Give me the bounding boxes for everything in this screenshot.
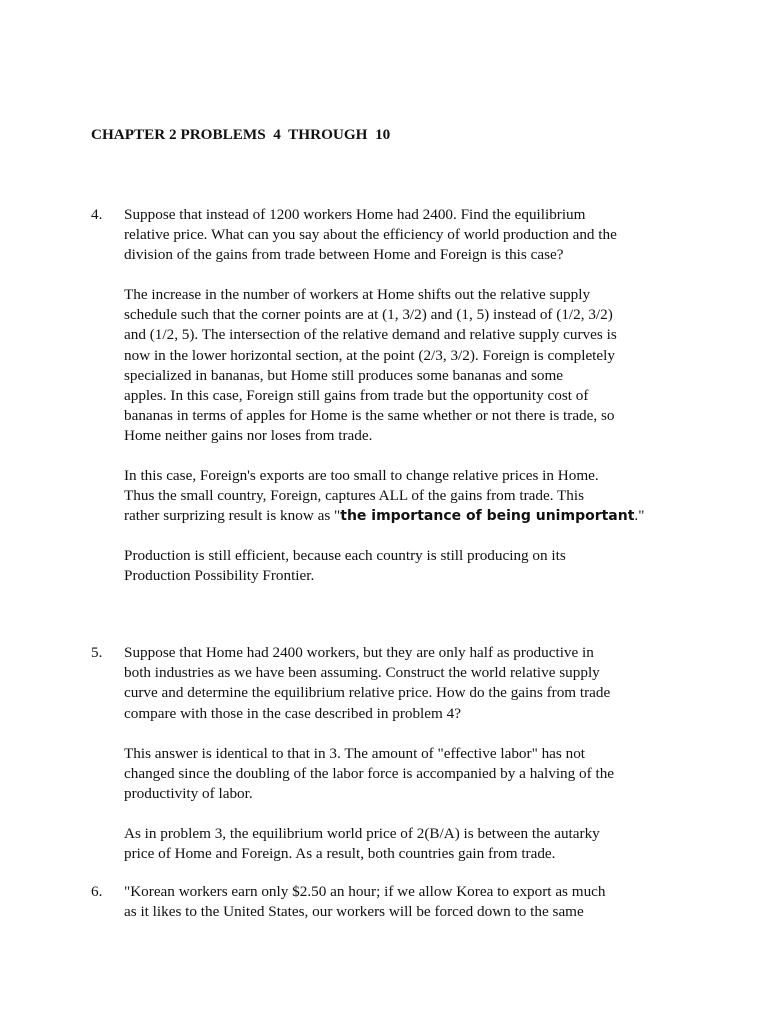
problem-question: "Korean workers earn only $2.50 an hour; if we allow Korea to export as much as it likes to the United States, our workers will be forced down to the same [124, 883, 606, 921]
answer-paragraph [124, 466, 684, 527]
page-title: CHAPTER 2 PROBLEMS 4 THROUGH 10 [91, 126, 391, 143]
problem-question: Suppose that instead of 1200 workers Home had 2400. Find the equilibrium relative price. What can you say about the efficiency of world production and the division of the gains from trade between Home and Foreign is this case? [124, 206, 617, 264]
problem-number: 4. [91, 206, 103, 223]
answer-text: ." [634, 507, 645, 525]
answer-paragraph: Production is still efficient, because each country is still producing on its Production Possibility Frontier. [124, 547, 566, 585]
answer-paragraph: The increase in the number of workers at Home shifts out the relative supply schedule such that the corner points are at (1, 3/2) and (1, 5) instead of (1/2, 3/2) and (1/2, 5). The intersection of the relative demand and relative supply curves is now in the lower horizontal section, at the point (2/3, 3/2). Foreign is completely specialized in bananas, but Home still produces some bananas and some apples. In this case, Foreign still gains from trade but the opportunity cost of bananas in terms of apples for Home is the same whether or not there is trade, so Home neither gains nor loses from trade. [124, 286, 617, 445]
problem-question: Suppose that Home had 2400 workers, but they are only half as productive in both industries as we have been assuming. Construct the world relative supply curve and determine the equilibrium relative price. How do the gains from trade compare with those in the case described in problem 4? [124, 644, 611, 722]
problem-number: 5. [91, 644, 103, 661]
answer-paragraph: As in problem 3, the equilibrium world price of 2(B/A) is between the autarky price of Home and Foreign. As a result, both countries gain from trade. [124, 825, 600, 863]
answer-paragraph: This answer is identical to that in 3. The amount of "effective labor" has not changed since the doubling of the labor force is accompanied by a halving of the productivity of labor. [124, 745, 615, 803]
answer-text: In this case, Foreign's exports are too small to change relative prices in Home. Thus the small country, Foreign, captures ALL of the gains from trade. This rather surprizing result is know as " [124, 467, 599, 525]
emphasis-text: the importance of being unimportant [340, 508, 635, 525]
problem-number: 6. [91, 883, 103, 900]
